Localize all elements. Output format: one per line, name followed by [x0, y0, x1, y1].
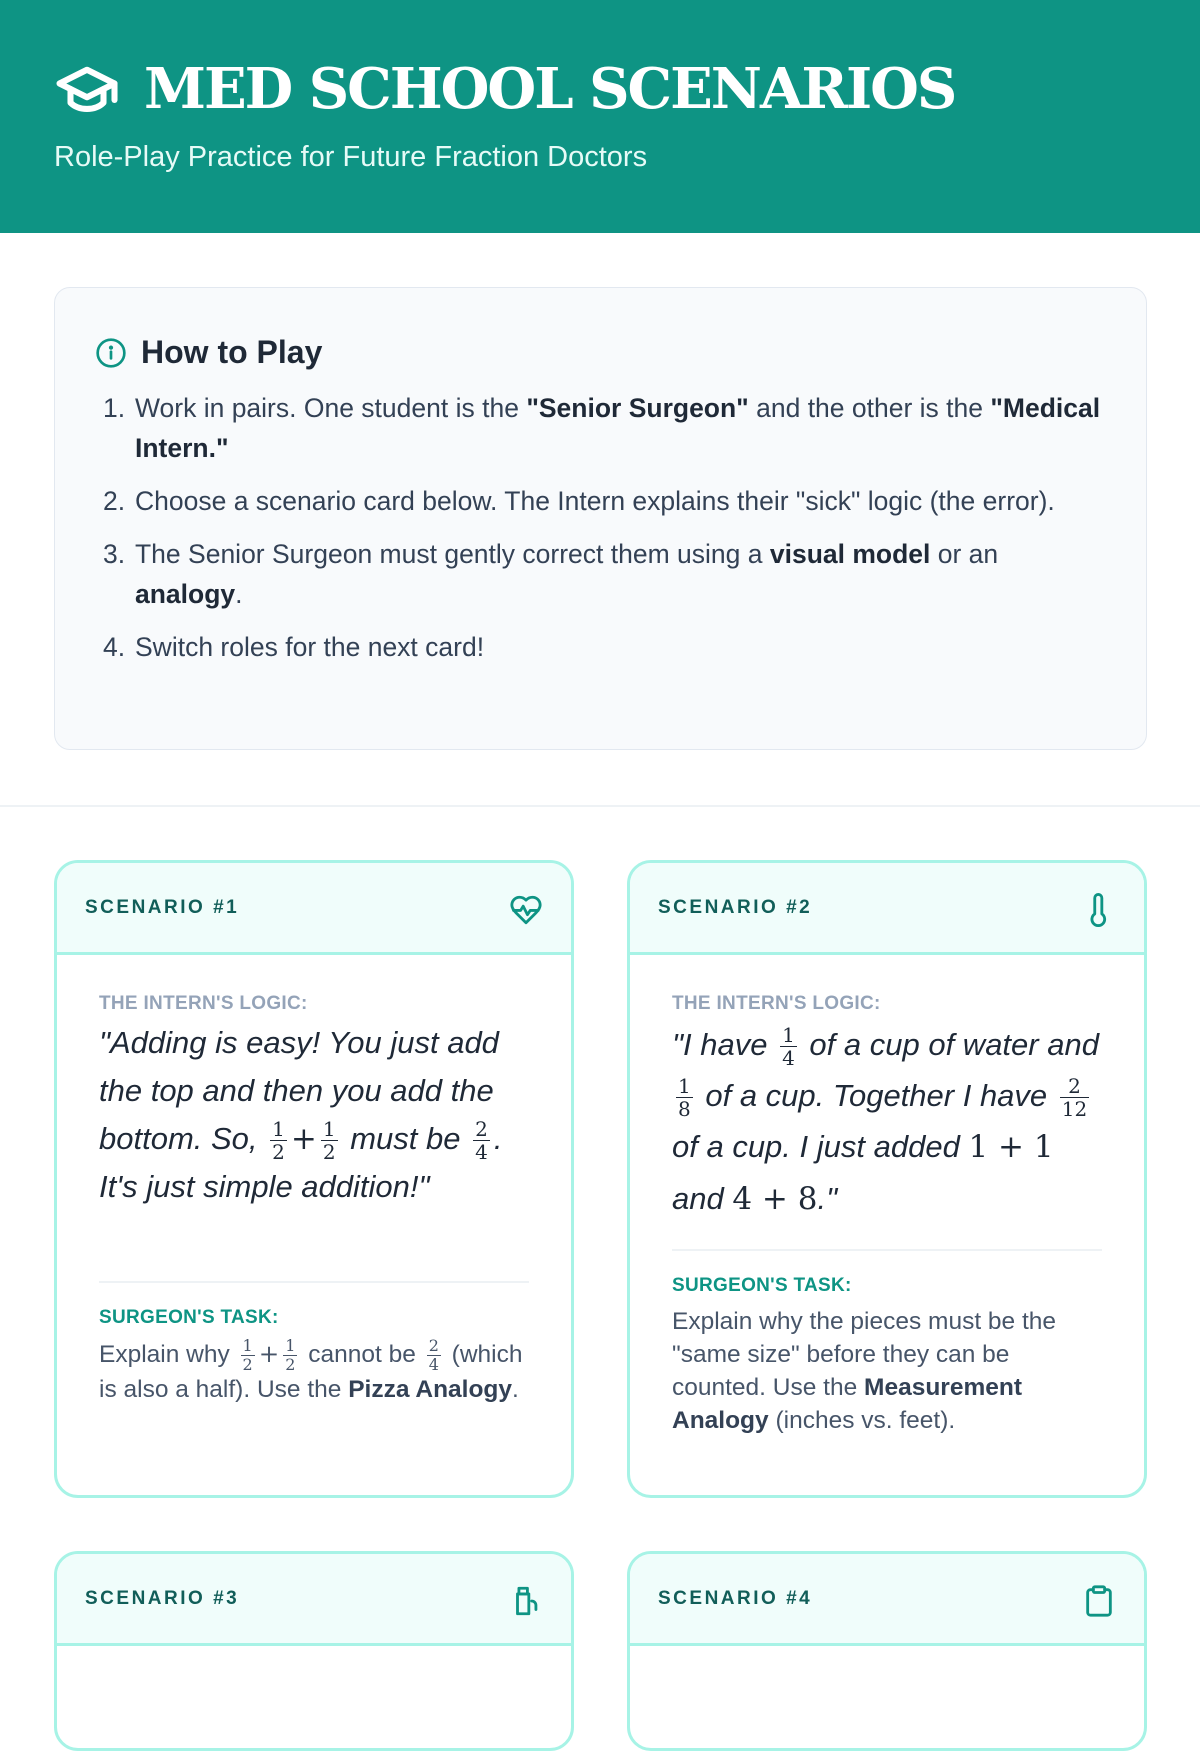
scenario-label: SCENARIO #3	[85, 1588, 240, 1609]
fraction: $\frac{1}{2}$	[242, 1336, 253, 1375]
surgeon-task-label: SURGEON'S TASK:	[99, 1307, 279, 1328]
section-divider	[0, 805, 1200, 807]
surgeon-task-text: Explain why $\frac{1}{2}$ + $\frac{1}{2}$ cannot be $\frac{2}{4}$ (which is also a half). Use the Pizza Analogy.	[99, 1336, 523, 1404]
scenario-card-1[interactable]	[54, 860, 574, 1498]
fraction: $\frac{1}{2}$	[272, 1117, 285, 1165]
how-to-play-panel	[54, 287, 1147, 750]
page-subtitle: Role-Play Practice for Future Fraction Doctors	[54, 141, 648, 173]
intern-logic-label: THE INTERN'S LOGIC:	[99, 993, 308, 1014]
heart-pulse-icon	[509, 893, 543, 927]
page-title: MED SCHOOL SCENARIOS	[144, 56, 956, 122]
fraction: $\frac{2}{12}$	[1061, 1074, 1088, 1122]
how-to-play-steps	[103, 388, 1103, 680]
step-item: 2. Choose a scenario card below. The Intern explains their "sick" logic (the error).	[103, 486, 1055, 516]
fraction: $\frac{1}{8}$	[678, 1074, 691, 1122]
scenario-card-3[interactable]	[54, 1551, 574, 1751]
how-to-play-title: How to Play	[141, 334, 323, 370]
fraction: $\frac{1}{2}$	[285, 1336, 296, 1375]
step-item: 4. Switch roles for the next card!	[103, 632, 485, 662]
fraction: $\frac{2}{4}$	[475, 1117, 488, 1165]
how-to-play-heading	[95, 334, 322, 371]
brand	[54, 56, 955, 122]
intern-logic-label: THE INTERN'S LOGIC:	[672, 993, 881, 1014]
fraction: $\frac{2}{4}$	[428, 1336, 439, 1375]
scenario-label: SCENARIO #4	[658, 1588, 813, 1609]
fraction: $\frac{1}{4}$	[782, 1023, 795, 1071]
intern-logic-text: "Adding is easy! You just add the top and then you add the bottom. So, $\frac{1}{2}$ + $\frac{1}{2}$ must be $\frac{2}{4}$ . It's just simple addition!"	[99, 1025, 503, 1204]
scenario-card-4[interactable]	[627, 1551, 1147, 1751]
graduation-cap-icon	[54, 56, 120, 122]
step-item: 3. The Senior Surgeon must gently correct them using a visual model or an analogy.	[103, 539, 999, 609]
scenario-card-2[interactable]	[627, 860, 1147, 1498]
fraction: $\frac{1}{2}$	[322, 1117, 336, 1165]
page-header	[0, 0, 1200, 233]
info-icon	[95, 337, 127, 369]
scenario-label: SCENARIO #2	[658, 897, 813, 918]
scenario-card-header	[630, 1554, 1144, 1646]
scenario-card-body	[672, 993, 1102, 1437]
surgeon-task-label: SURGEON'S TASK:	[672, 1275, 852, 1296]
card-divider	[99, 1281, 529, 1283]
scenario-card-header	[630, 863, 1144, 955]
clipboard-icon	[1082, 1584, 1116, 1618]
scenario-label: SCENARIO #1	[85, 897, 240, 918]
surgeon-task-text: Explain why the pieces must be the "same size" before they can be counted. Use the Measurement Analogy (inches vs. feet).	[672, 1308, 1057, 1434]
thermometer-icon	[1082, 893, 1116, 927]
scenario-card-body	[99, 993, 529, 1406]
intern-logic-text: "I have $\frac{1}{4}$ of a cup of water and $\frac{1}{8}$ of a cup. Together I have $\frac{2}{12}$ of a cup. I just added 1 + 1 and 4 + 8."	[672, 1023, 1099, 1217]
card-divider	[672, 1249, 1102, 1251]
pill-bottle-icon	[509, 1584, 543, 1618]
scenario-card-header	[57, 1554, 571, 1646]
scenario-card-header	[57, 863, 571, 955]
step-item: 1. Work in pairs. One student is the "Senior Surgeon" and the other is the "Medical Intern."	[103, 393, 1101, 463]
